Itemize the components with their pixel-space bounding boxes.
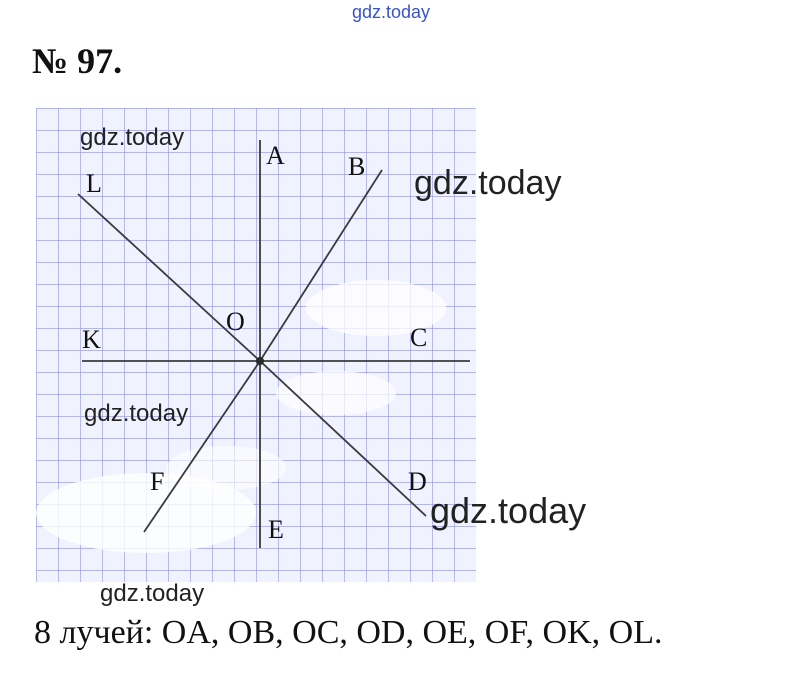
point-label-B: B [348,152,366,181]
problem-number: № 97. [32,41,123,81]
watermark-top: gdz.today [352,2,431,22]
point-label-D: D [408,467,427,496]
watermark-label: gdz.today [100,580,205,607]
watermark-label: gdz.today [84,400,189,427]
scan-blotch [166,446,286,490]
rays-figure [36,108,476,582]
answer-text: 8 лучей: OA, OB, OC, OD, OE, OF, OK, OL. [34,614,663,651]
watermark-label: gdz.today [430,490,587,531]
point-O-dot [256,357,264,365]
point-label-L: L [86,169,102,198]
point-label-C: C [410,323,428,352]
point-label-A: A [266,141,285,170]
point-label-F: F [150,467,165,496]
point-label-K: K [82,325,101,354]
watermark-label: gdz.today [80,124,185,151]
point-label-E: E [268,515,284,544]
watermark-label: gdz.today [414,164,562,202]
point-label-O: O [226,307,245,336]
